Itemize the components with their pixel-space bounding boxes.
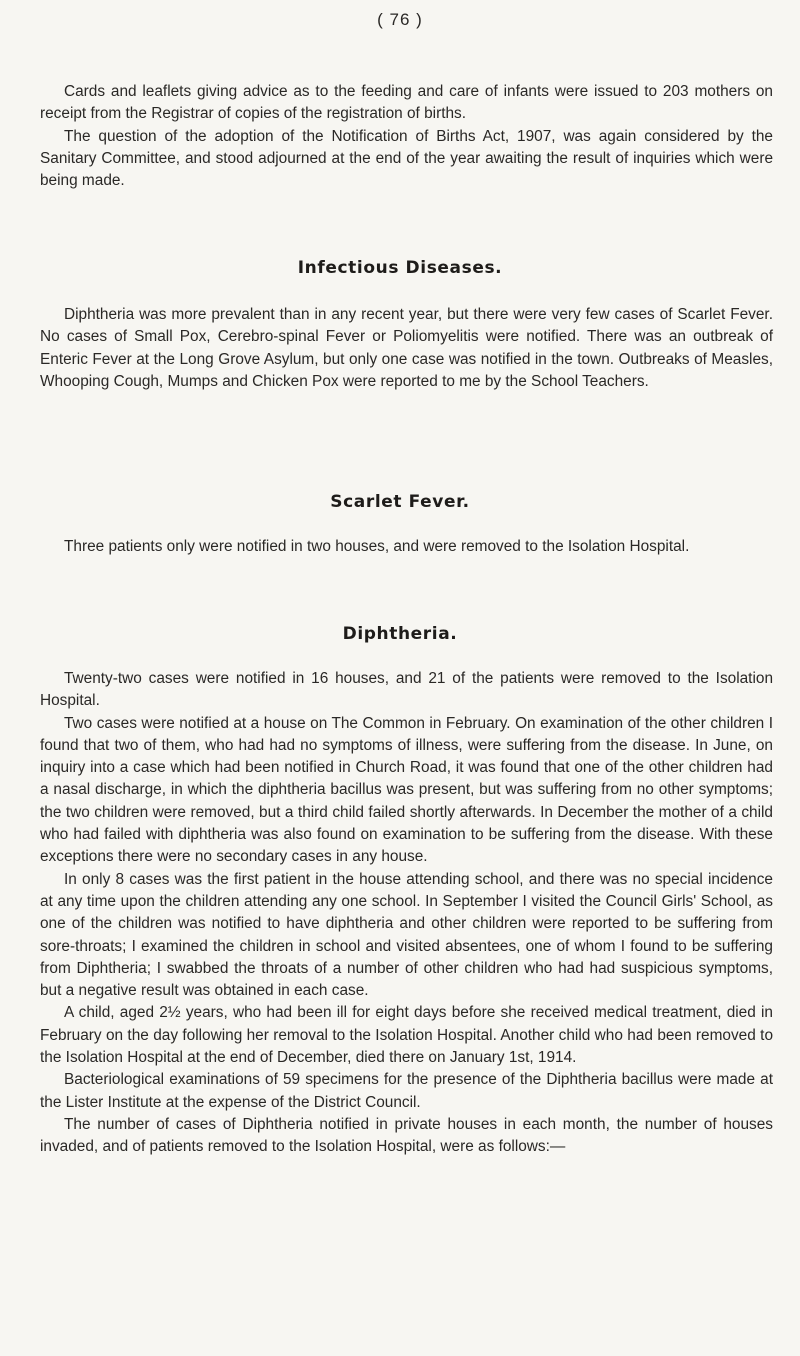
paragraph: Cards and leaflets giving advice as to the feeding and care of infants were issued to 203 mothers on receipt from the Registrar of copies of the registration of births. [40, 83, 773, 123]
section-heading-scarlet-fever: Scarlet Fever. [330, 492, 470, 512]
scarlet-fever-section [40, 536, 773, 558]
section-heading-infectious-diseases: Infectious Diseases. [297, 258, 503, 278]
page-number: ( 76 ) [377, 10, 423, 29]
paragraph: The question of the adoption of the Notification of Births Act, 1907, was again considered by the Sanitary Committee, and stood adjourned at the end of the year awaiting the result of inquiries which were being made. [40, 127, 773, 190]
paragraph: Twenty-two cases were notified in 16 houses, and 21 of the patients were removed to the Isolation Hospital. [40, 670, 773, 710]
diphtheria-section [40, 668, 773, 1159]
paragraph: A child, aged 2½ years, who had been ill for eight days before she received medical treatment, died in February on the day following her removal to the Isolation Hospital. Another child who had been removed to the Isolation Hospital at the end of December, died there on January 1st, 1914. [40, 1004, 773, 1067]
intro-section [40, 81, 773, 192]
paragraph: The number of cases of Diphtheria notified in private houses in each month, the number of houses invaded, and of patients removed to the Isolation Hospital, were as follows:— [40, 1115, 773, 1156]
infectious-section [40, 304, 773, 393]
paragraph: Two cases were notified at a house on The Common in February. On examination of the other children I found that two of them, who had had no symptoms of illness, were suffering from the disease. In June, on inquiry into a case which had been notified in Church Road, it was found that one of the other children had a nasal discharge, in which the diphtheria bacillus was present, but was suffering from no other symptoms; the two children were removed, but a third child failed shortly afterwards. In December the mother of a child who had failed with diphtheria was also found on examination to be suffering from the disease. With these exceptions there were no secondary cases in any house. [40, 714, 773, 866]
section-heading-diphtheria: Diphtheria. [342, 624, 458, 644]
paragraph: In only 8 cases was the first patient in the house attending school, and there was no special incidence at any time upon the children attending any one school. In September I visited the Council Girls' School, as one of the children was notified to have diphtheria and other children were reported to be suffering from sore-throats; I examined the children in school and visited absentees, one of whom I found to be suffering from Diphtheria; I swabbed the throats of a number of other children who had had suspicious symptoms, but a negative result was obtained in each case. [40, 870, 773, 1000]
paragraph: Three patients only were notified in two houses, and were removed to the Isolation Hospital. [64, 538, 690, 555]
paragraph: Diphtheria was more prevalent than in any recent year, but there were very few cases of Scarlet Fever. No cases of Small Pox, Cerebro-spinal Fever or Poliomyelitis were notified. There was an outbreak of Enteric Fever at the Long Grove Asylum, but only one case was notified in the town. Outbreaks of Measles, Whooping Cough, Mumps and Chicken Pox were reported to me by the School Teachers. [40, 306, 773, 390]
paragraph: Bacteriological examinations of 59 specimens for the presence of the Diphtheria bacillus were made at the Lister Institute at the expense of the District Council. [40, 1071, 773, 1111]
